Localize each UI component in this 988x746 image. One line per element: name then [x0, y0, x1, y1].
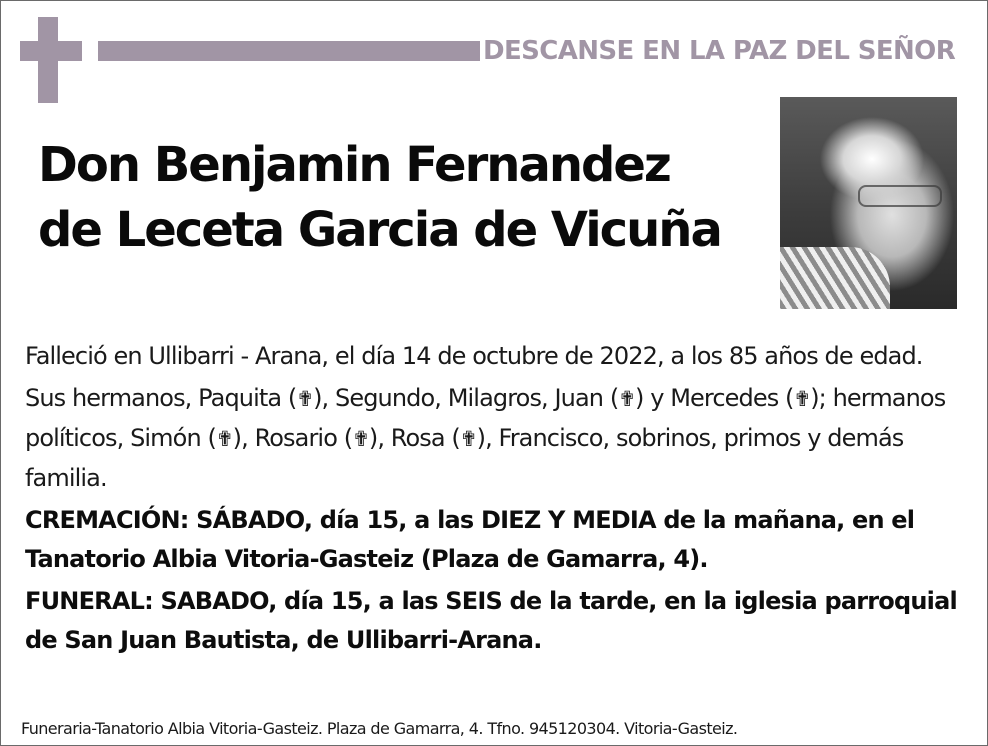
- death-paragraph: Falleció en Ullibarri - Arana, el día 14 de octubre de 2022, a los 85 años de edad.: [25, 342, 923, 370]
- deceased-cross-icon: ✟: [618, 387, 636, 411]
- family-text-4: ); hermanos políticos, Simón (: [25, 384, 946, 452]
- header-rule: [98, 41, 480, 61]
- deceased-name-line-1: Don Benjamin Fernandez: [38, 137, 670, 193]
- header-tagline: DESCANSE EN LA PAZ DEL SEÑOR: [483, 36, 956, 66]
- family-paragraph: [25, 379, 975, 498]
- family-text-7: ), Francisco, sobrinos, primos y demás familia.: [25, 424, 904, 492]
- family-text-5: ), Rosario (: [232, 424, 353, 452]
- deceased-cross-icon: ✟: [215, 427, 233, 451]
- family-text-3: ) y Mercedes (: [635, 384, 794, 412]
- deceased-name: [38, 133, 758, 263]
- cremation-paragraph: CREMACIÓN: SÁBADO, día 15, a las DIEZ Y MEDIA de la mañana, en el Tanatorio Albia Vitoria-Gasteiz (Plaza de Gamarra, 4).: [25, 506, 915, 573]
- cross-horizontal-bar: [20, 41, 82, 61]
- portrait-glasses: [858, 185, 942, 207]
- funeral-paragraph: FUNERAL: SABADO, día 15, a las SEIS de la tarde, en la iglesia parroquial de San Juan Bautista, de Ullibarri-Arana.: [25, 587, 957, 654]
- deceased-cross-icon: ✟: [296, 387, 314, 411]
- deceased-portrait-photo: [780, 97, 957, 309]
- deceased-cross-icon: ✟: [459, 427, 477, 451]
- deceased-cross-icon: ✟: [352, 427, 369, 451]
- deceased-cross-icon: ✟: [793, 387, 811, 411]
- deceased-name-line-2: de Leceta Garcia de Vicuña: [38, 202, 721, 258]
- family-text-2: ), Segundo, Milagros, Juan (: [313, 384, 619, 412]
- portrait-shirt: [780, 247, 890, 309]
- funeral-home-footer: Funeraria-Tanatorio Albia Vitoria-Gasteiz. Plaza de Gamarra, 4. Tfno. 945120304. Vitoria-Gasteiz.: [21, 719, 738, 738]
- family-text-6: ), Rosa (: [368, 424, 460, 452]
- family-text-1: Sus hermanos, Paquita (: [25, 384, 297, 412]
- latin-cross-icon: [20, 17, 82, 103]
- notice-body: [25, 337, 975, 663]
